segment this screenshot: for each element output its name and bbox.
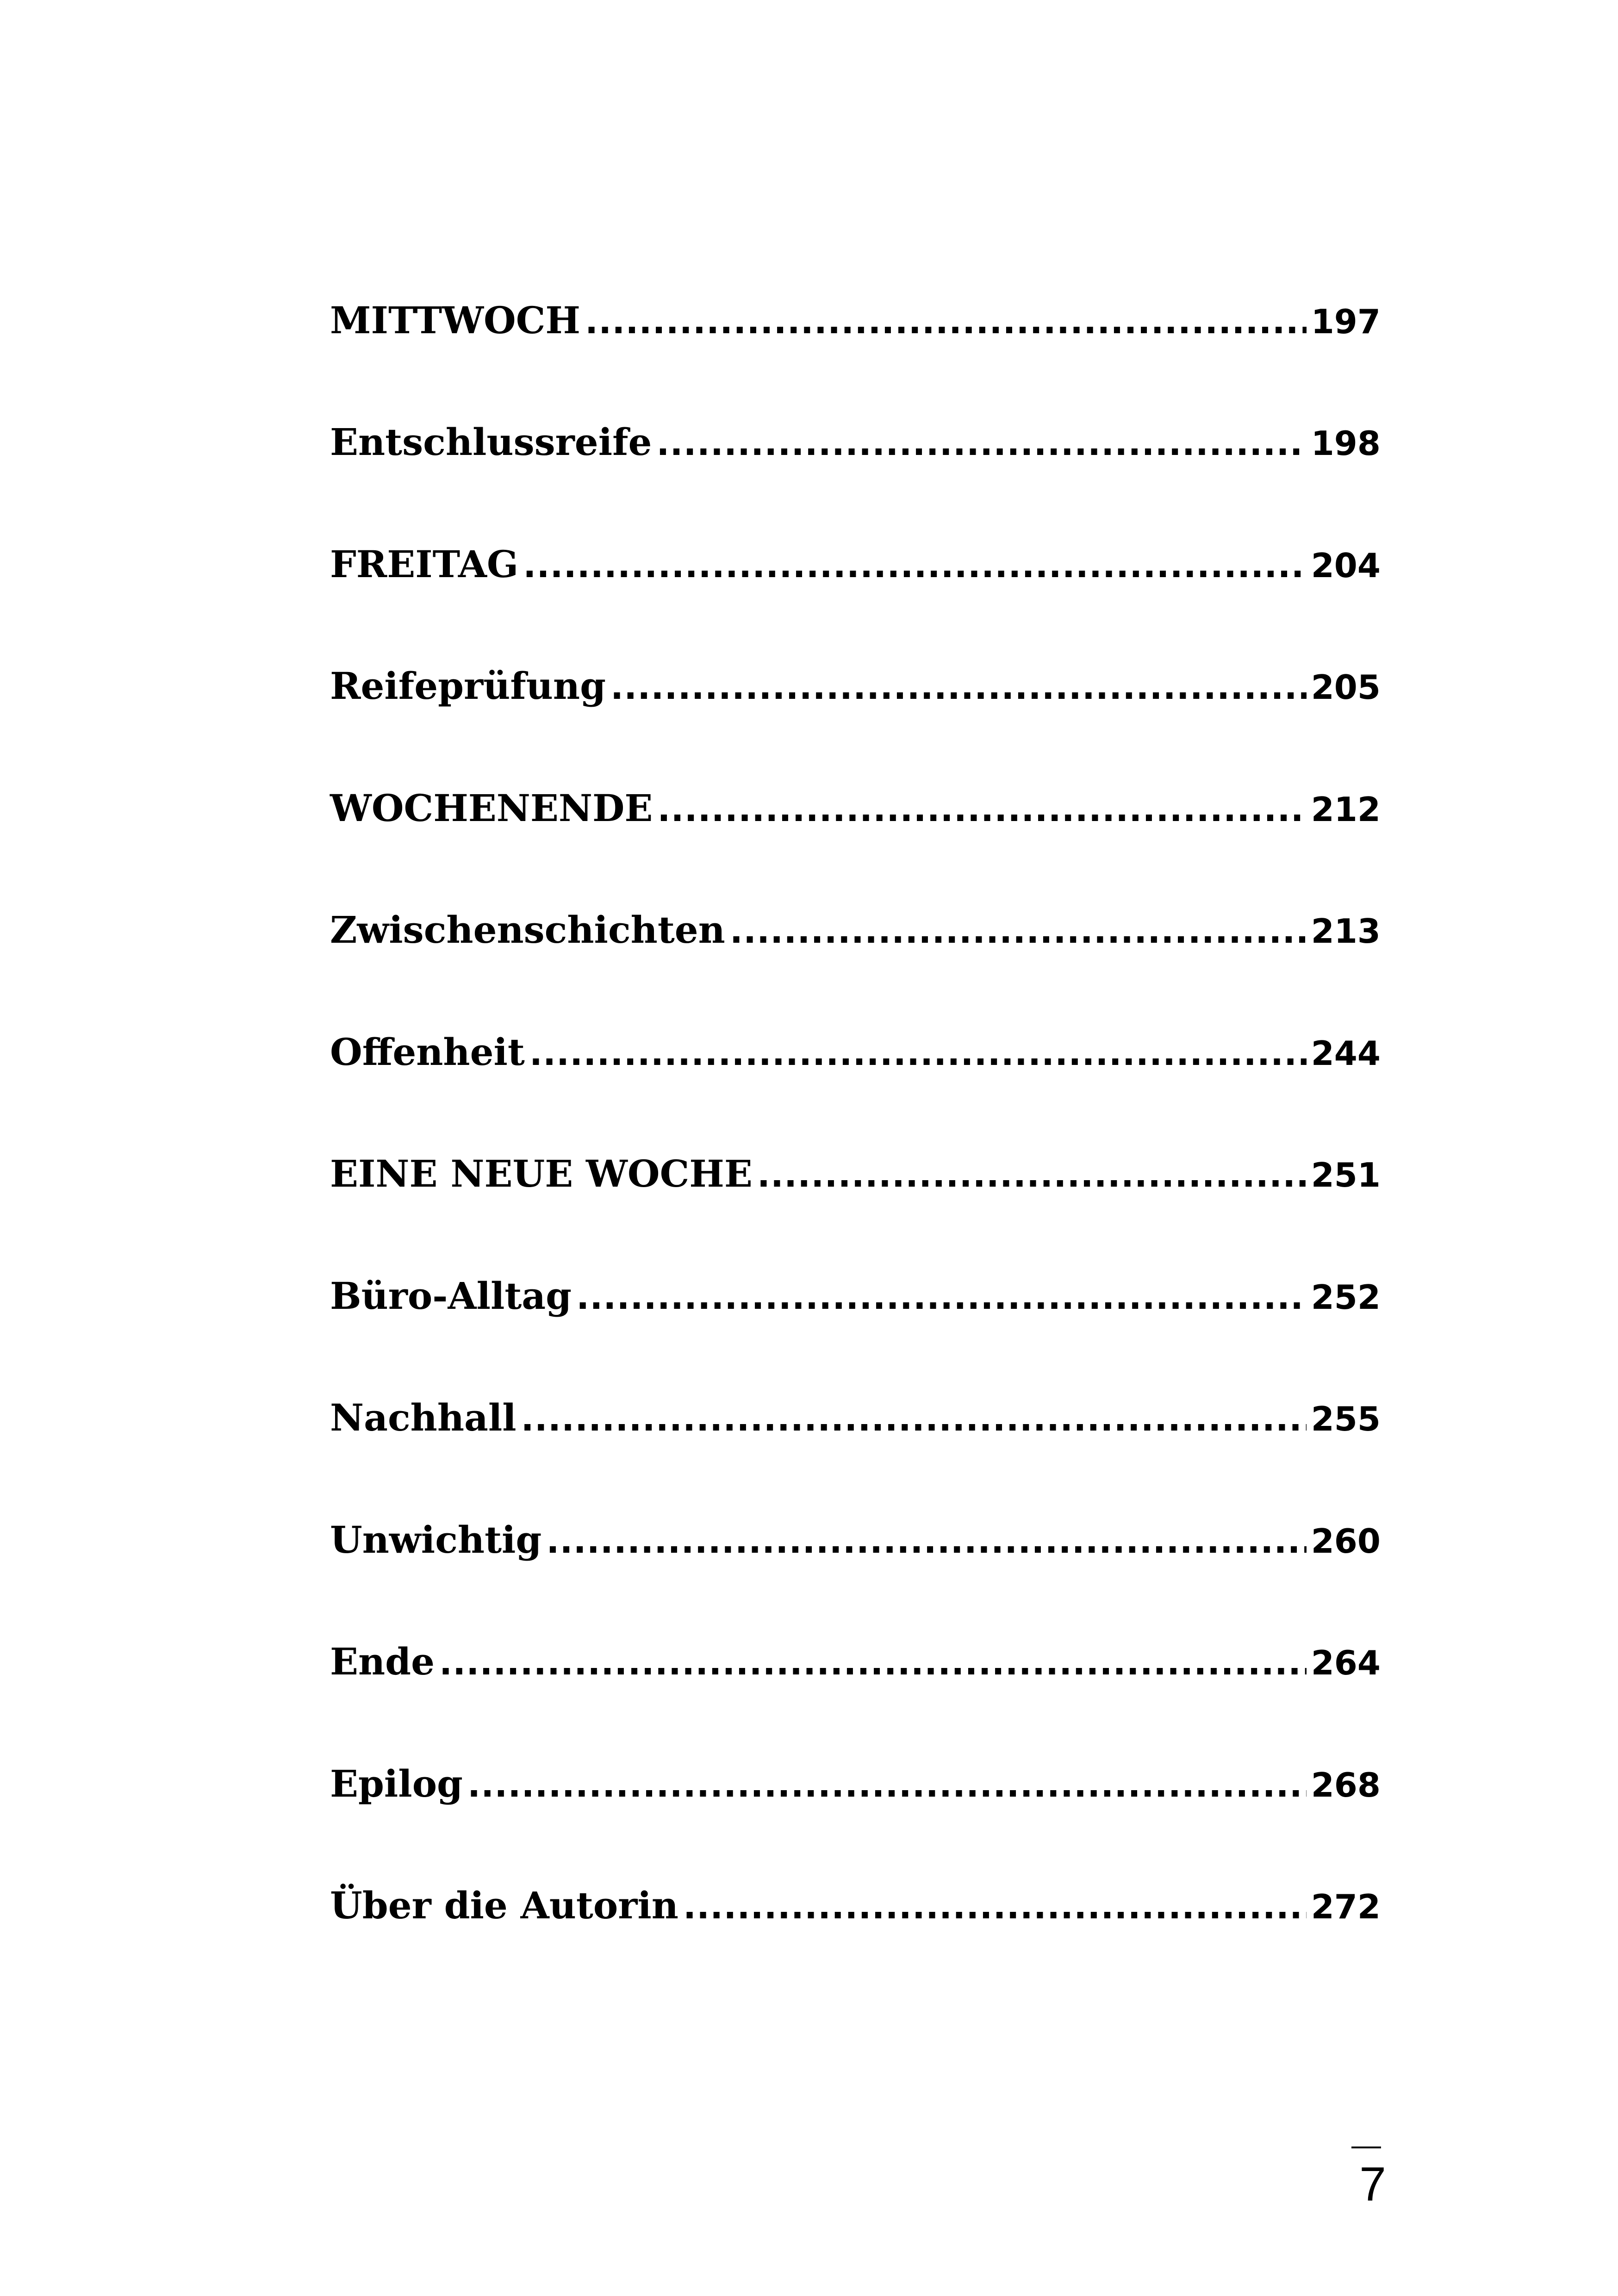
toc-entry-page: 268 [1311,1765,1381,1804]
toc-entry-title: MITTWOCH [330,298,580,342]
page-number: 7 [1359,2158,1386,2211]
toc-dot-leader [523,546,1306,585]
toc-dot-leader [576,1277,1307,1317]
toc-dot-leader [467,1765,1307,1805]
toc-entry[interactable] [330,1845,1381,1967]
toc-entry-title: Nachhall [330,1396,517,1440]
toc-entry-page: 244 [1311,1033,1381,1073]
toc-entry-page: 272 [1311,1887,1381,1927]
toc-dot-leader [521,1399,1307,1439]
toc-entry[interactable] [330,259,1381,381]
toc-dot-leader [529,1033,1307,1073]
toc-entry-title: WOCHENENDE [330,786,653,830]
toc-entry-page: 197 [1311,302,1381,341]
toc-dot-leader [657,790,1306,829]
toc-entry[interactable] [330,1357,1381,1479]
page-number-rule [1351,2147,1381,2148]
toc-entry[interactable] [330,1479,1381,1601]
toc-entry[interactable] [330,1723,1381,1845]
toc-entry-page: 260 [1311,1521,1381,1561]
toc-dot-leader [730,911,1307,951]
toc-dot-leader [757,1155,1307,1195]
toc-entry[interactable] [330,991,1381,1113]
toc-entry-title: Reifeprüfung [330,664,606,708]
toc-entry-page: 213 [1311,912,1381,951]
toc-entry[interactable] [330,503,1381,625]
table-of-contents [330,259,1381,1966]
toc-dot-leader [683,1887,1307,1927]
toc-entry-title: EINE NEUE WOCHE [330,1152,753,1196]
toc-entry-title: Zwischenschichten [330,908,725,952]
toc-dot-leader [585,302,1307,342]
toc-entry[interactable] [330,869,1381,991]
toc-entry-title: Ende [330,1640,435,1684]
toc-entry-title: Epilog [330,1761,463,1805]
toc-entry-page: 204 [1311,546,1381,585]
toc-entry-title: Offenheit [330,1030,525,1074]
toc-dot-leader [546,1521,1306,1561]
toc-entry-page: 264 [1311,1643,1381,1683]
toc-entry[interactable] [330,1113,1381,1235]
toc-entry-page: 198 [1311,424,1381,463]
toc-entry-page: 251 [1311,1156,1381,1195]
toc-entry-page: 255 [1311,1400,1381,1439]
toc-dot-leader [439,1643,1307,1683]
toc-entry[interactable] [330,381,1381,504]
toc-entry-title: FREITAG [330,542,519,586]
toc-entry[interactable] [330,1235,1381,1357]
toc-entry-page: 252 [1311,1277,1381,1317]
toc-entry-page: 205 [1311,668,1381,707]
toc-entry[interactable] [330,1601,1381,1723]
toc-entry[interactable] [330,625,1381,747]
toc-entry-title: Unwichtig [330,1518,542,1562]
toc-entry-title: Entschlussreife [330,420,652,464]
toc-entry-title: Über die Autorin [330,1884,678,1928]
toc-entry-title: Büro-Alltag [330,1274,572,1318]
toc-entry[interactable] [330,747,1381,869]
toc-entry-page: 212 [1311,790,1381,829]
toc-dot-leader [610,667,1307,707]
toc-dot-leader [656,423,1306,463]
